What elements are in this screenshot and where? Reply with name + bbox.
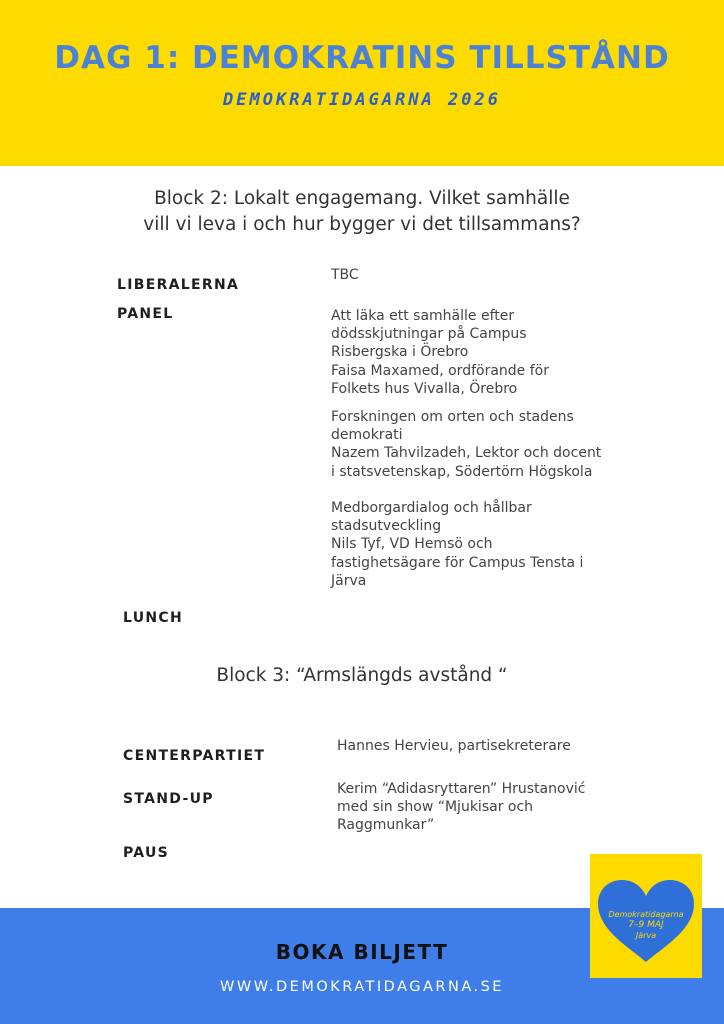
block2-heading-line2: vill vi leva i och hur bygger vi det tillsammans?: [143, 214, 581, 235]
centerpartiet-text: Hannes Hervieu, partisekreterare: [337, 738, 571, 754]
panel-entry-2: [331, 408, 616, 481]
page-title: DAG 1: DEMOKRATINS TILLSTÅND: [54, 40, 670, 76]
logo-text-line1: Demokratidagarna: [608, 910, 684, 919]
label-centerpartiet: CENTERPARTIET: [123, 748, 266, 764]
standup-line: Kerim “Adidasryttaren” Hrustanović: [337, 781, 586, 797]
page-subtitle: DEMOKRATIDAGARNA 2026: [223, 90, 501, 110]
label-standup: STAND-UP: [123, 791, 214, 807]
label-panel: PANEL: [117, 306, 174, 322]
standup-line: med sin show “Mjukisar och: [337, 799, 534, 816]
panel-entry-1: [331, 307, 616, 398]
label-liberalerna: LIBERALERNA: [117, 277, 240, 293]
website-link[interactable]: WWW.DEMOKRATIDAGARNA.SE: [220, 979, 504, 995]
panel-entry-1-line: Risbergska i Örebro: [331, 344, 469, 361]
panel-entry-2-line: i statsvetenskap, Södertörn Högskola: [331, 463, 593, 480]
standup-text: [337, 780, 622, 835]
panel-entry-1-line: Faisa Maxamed, ordförande för: [331, 362, 549, 379]
panel-entry-2-line: Nazem Tahvilzadeh, Lektor och docent: [331, 445, 602, 462]
panel-entry-3-line: stadsutveckling: [331, 518, 442, 535]
event-logo: [590, 854, 702, 978]
logo-text-line3: Järva: [635, 931, 657, 940]
standup-line: Raggmunkar”: [337, 817, 435, 834]
logo-text-line2: 7–9 MAJ: [628, 920, 664, 930]
header-banner: [0, 0, 724, 166]
panel-entry-3-line: Järva: [331, 572, 367, 589]
panel-entry-3-line: fastighetsägare för Campus Tensta i: [331, 554, 584, 571]
panel-entry-3: [331, 499, 616, 590]
label-paus: PAUS: [123, 845, 170, 861]
panel-entry-1-line: Folkets hus Vivalla, Örebro: [331, 380, 518, 397]
label-lunch: LUNCH: [123, 610, 183, 626]
block2-heading-line1: Block 2: Lokalt engagemang. Vilket samhälle: [154, 188, 570, 209]
panel-entry-3-line: Nils Tyf, VD Hemsö och: [331, 536, 493, 553]
block2-heading: [100, 186, 624, 238]
panel-entry-2-line: demokrati: [331, 427, 403, 444]
panel-entry-3-line: Medborgardialog och hållbar: [331, 500, 532, 516]
liberalerna-text: TBC: [331, 267, 359, 283]
block3-heading: Block 3: “Armslängds avstånd “: [216, 665, 508, 686]
book-ticket-heading[interactable]: BOKA BILJETT: [275, 940, 449, 964]
panel-entry-1-line: Att läka ett samhälle efter: [331, 308, 515, 324]
panel-entry-2-line: Forskningen om orten och stadens: [331, 409, 574, 425]
panel-entry-1-line: dödsskjutningar på Campus: [331, 326, 527, 343]
